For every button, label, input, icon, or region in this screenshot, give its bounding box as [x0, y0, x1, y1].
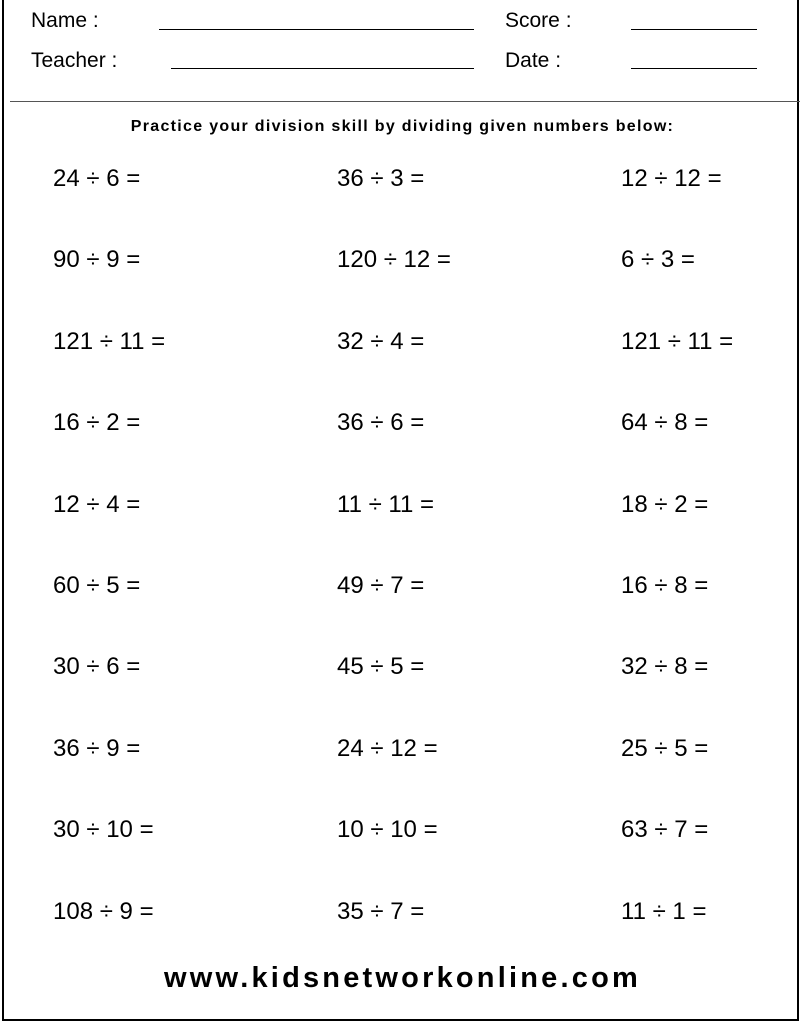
problem-item: 63 ÷ 7 =: [621, 816, 709, 844]
teacher-line: [171, 68, 474, 69]
problem-item: 121 ÷ 11 =: [621, 327, 734, 355]
problem-item: 6 ÷ 3 =: [621, 246, 695, 274]
problem-item: 24 ÷ 6 =: [53, 165, 141, 192]
problem-item: 121 ÷ 11 =: [53, 327, 166, 355]
name-label: Name :: [31, 9, 99, 32]
score-label: Score :: [505, 9, 572, 32]
problem-item: 18 ÷ 2 =: [621, 490, 709, 518]
problem-item: 35 ÷ 7 =: [337, 897, 425, 925]
date-label: Date :: [505, 49, 562, 72]
problem-grid: [53, 164, 793, 978]
problem-item: 32 ÷ 4 =: [337, 327, 425, 355]
problem-item: 12 ÷ 4 =: [53, 490, 141, 518]
problem-item: 11 ÷ 11 =: [337, 490, 435, 518]
footer-website-url: www.kidsnetworkonline.com: [164, 962, 641, 994]
problem-item: 60 ÷ 5 =: [53, 571, 141, 599]
score-line: [631, 29, 757, 30]
problem-item: 120 ÷ 12 =: [337, 246, 451, 274]
problem-item: 36 ÷ 6 =: [337, 409, 425, 437]
worksheet: [2, 0, 799, 1021]
header-divider: [10, 101, 800, 102]
problem-item: 11 ÷ 1 =: [621, 897, 707, 925]
problem-item: 12 ÷ 12 =: [621, 165, 722, 192]
problem-item: 25 ÷ 5 =: [621, 734, 709, 762]
problem-item: 10 ÷ 10 =: [337, 816, 438, 844]
problem-item: 30 ÷ 6 =: [53, 653, 141, 681]
problem-item: 24 ÷ 12 =: [337, 734, 438, 762]
problem-item: 16 ÷ 8 =: [621, 571, 709, 599]
problem-item: 49 ÷ 7 =: [337, 571, 425, 599]
problem-item: 64 ÷ 8 =: [621, 409, 709, 437]
name-line: [159, 29, 474, 30]
instructions-text: Practice your division skill by dividing given numbers below:: [130, 118, 675, 135]
teacher-label: Teacher :: [31, 49, 118, 72]
problem-item: 36 ÷ 3 =: [337, 165, 425, 192]
date-line: [631, 68, 757, 69]
problem-item: 90 ÷ 9 =: [53, 246, 141, 274]
problem-item: 30 ÷ 10 =: [53, 816, 154, 844]
problem-item: 16 ÷ 2 =: [53, 409, 141, 437]
problem-item: 45 ÷ 5 =: [337, 653, 425, 681]
problem-item: 36 ÷ 9 =: [53, 734, 141, 762]
problem-item: 108 ÷ 9 =: [53, 897, 154, 925]
problem-item: 32 ÷ 8 =: [621, 653, 709, 681]
